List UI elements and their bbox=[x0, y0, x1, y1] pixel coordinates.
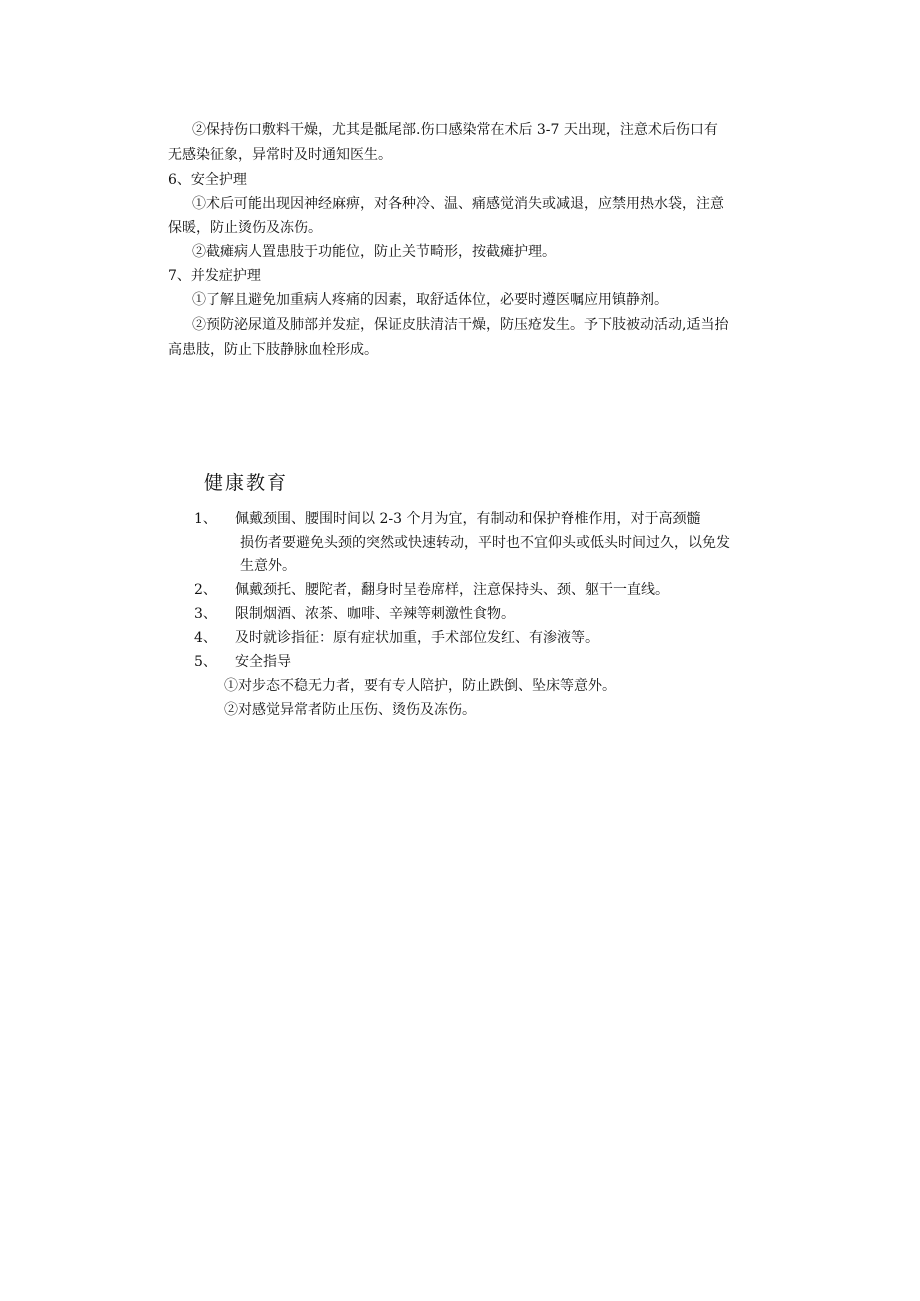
health-item-3-text: 限制烟酒、浓茶、咖啡、辛辣等刺激性食物。 bbox=[235, 606, 515, 622]
health-item-5-sub-2: ②对感觉异常者防止压伤、烫伤及冻伤。 bbox=[224, 702, 476, 718]
health-item-1-line-2: 损伤者要避免头颈的突然或快速转动，平时也不宜仰头或低头时间过久，以免发 bbox=[240, 535, 730, 551]
safety-item-1-line-1: ①术后可能出现因神经麻痹，对各种冷、温、痛感觉消失或减退，应禁用热水袋，注意 bbox=[192, 196, 724, 212]
wound-care-line-2: 无感染征象，异常时及时通知医生。 bbox=[168, 147, 392, 163]
complication-item-1: ①了解且避免加重病人疼痛的因素，取舒适体位，必要时遵医嘱应用镇静剂。 bbox=[192, 292, 668, 308]
health-item-2-text: 佩戴颈托、腰陀者，翻身时呈卷席样，注意保持头、颈、躯干一直线。 bbox=[235, 582, 669, 598]
safety-item-1-line-2: 保暖，防止烫伤及冻伤。 bbox=[168, 220, 322, 236]
health-item-1-line-3: 生意外。 bbox=[240, 558, 296, 574]
safety-care-title: 6、安全护理 bbox=[168, 172, 247, 188]
health-item-1-line-1: 佩戴颈围、腰围时间以 2-3 个月为宜，有制动和保护脊椎作用，对于高颈髓 bbox=[235, 511, 701, 527]
health-item-4-text: 及时就诊指征：原有症状加重，手术部位发红、有渗液等。 bbox=[235, 630, 599, 646]
health-item-5-text: 安全指导 bbox=[235, 654, 291, 670]
health-item-5-number: 5、 bbox=[194, 654, 217, 670]
health-item-5-sub-1: ①对步态不稳无力者，要有专人陪护，防止跌倒、坠床等意外。 bbox=[224, 678, 616, 694]
health-item-2-number: 2、 bbox=[194, 582, 217, 598]
wound-care-line-1: ②保持伤口敷料干燥，尤其是骶尾部.伤口感染常在术后 3-7 天出现，注意术后伤口有 bbox=[192, 122, 718, 138]
complication-item-2-line-1: ②预防泌尿道及肺部并发症，保证皮肤清洁干燥，防压疮发生。予下肢被动活动,适当抬 bbox=[192, 317, 729, 333]
complication-item-2-line-2: 高患肢，防止下肢静脉血栓形成。 bbox=[168, 342, 378, 358]
safety-item-2: ②截瘫病人置患肢于功能位，防止关节畸形，按截瘫护理。 bbox=[192, 244, 556, 260]
health-item-3-number: 3、 bbox=[194, 606, 217, 622]
health-education-title: 健康教育 bbox=[204, 472, 289, 494]
health-item-1-number: 1、 bbox=[194, 511, 217, 527]
health-item-4-number: 4、 bbox=[194, 630, 217, 646]
complication-care-title: 7、并发症护理 bbox=[168, 268, 261, 284]
